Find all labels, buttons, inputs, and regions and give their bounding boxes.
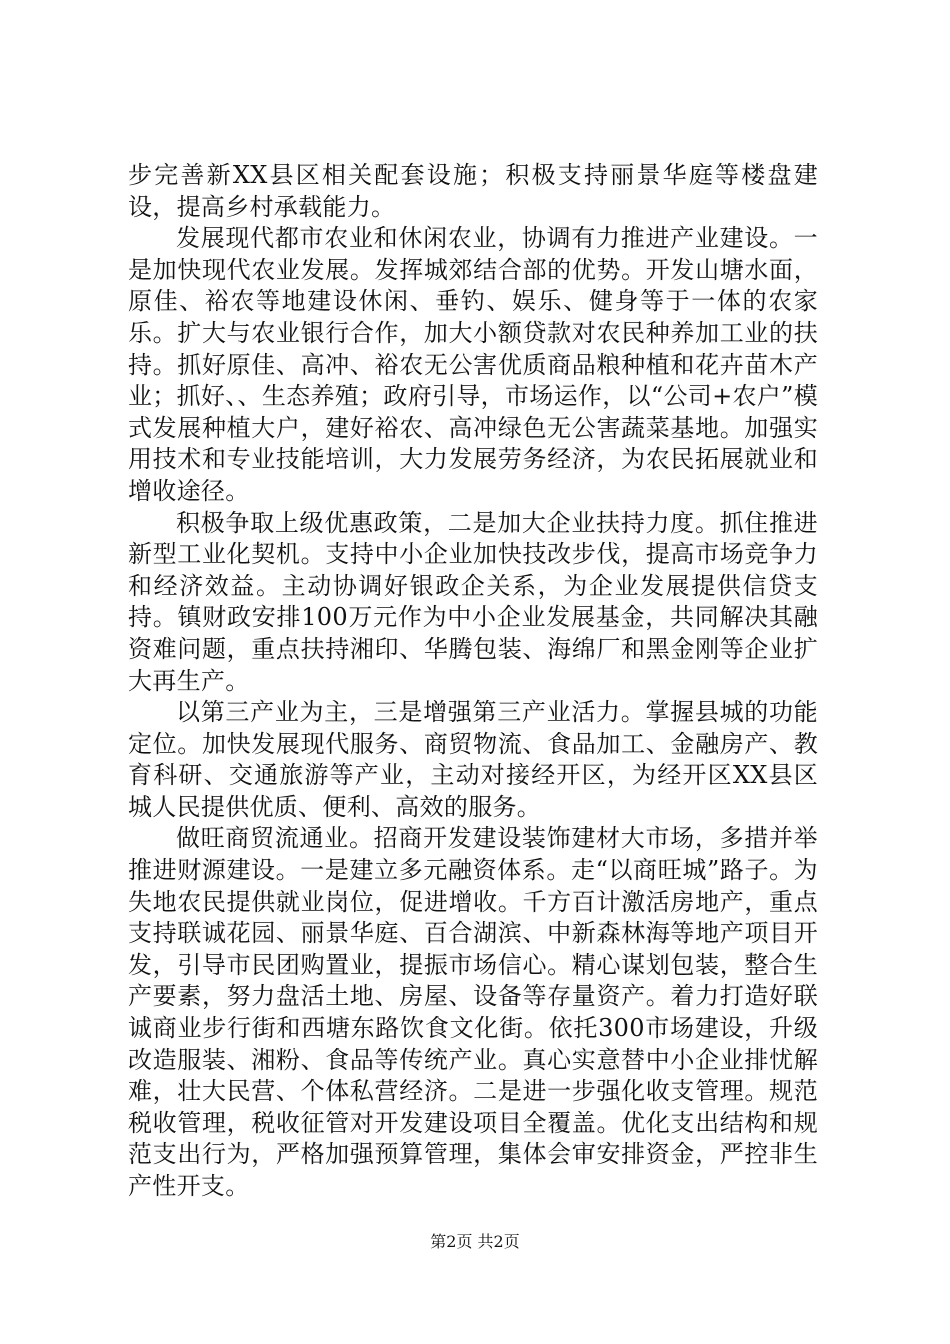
paragraph-agriculture: 发展现代都市农业和休闲农业，协调有力推进产业建设。一是加快现代农业发展。发挥城郊结合部的优势。开发山塘水面，原佳、裕农等地建设休闲、垂钓、娱乐、健身等于一体的农家乐。扩大与农业银行合作，加大小额贷款对农民种养加工业的扶持。抓好原佳、高冲、裕农无公害优质商品粮种植和花卉苗木产业；抓好、、生态养殖；政府引导，市场运作，以“公司+农户”模式发展种植大户，建好裕农、高冲绿色无公害蔬菜基地。加强实用技术和专业技能培训，大力发展劳务经济，为农民拓展就业和增收途径。: [128, 224, 818, 505]
paragraph-tertiary-industry: 以第三产业为主，三是增强第三产业活力。掌握县城的功能定位。加快发展现代服务、商贸物流、食品加工、金融房产、教育科研、交通旅游等产业，主动对接经开区，为经开区XX县区城人民提供优质、便利、高效的服务。: [128, 698, 818, 821]
document-body: [128, 160, 818, 1203]
paragraph-continuation: 步完善新XX县区相关配套设施；积极支持丽景华庭等楼盘建设，提高乡村承载能力。: [128, 161, 818, 221]
paragraph-enterprise-support: 积极争取上级优惠政策，二是加大企业扶持力度。抓住推进新型工业化契机。支持中小企业加快技改步伐，提高市场竞争力和经济效益。主动协调好银政企关系，为企业发展提供信贷支持。镇财政安排100万元作为中小企业发展基金，共同解决其融资难问题，重点扶持湘印、华腾包装、海绵厂和黑金刚等企业扩大再生产。: [128, 508, 818, 695]
page-footer: 第2页 共2页: [430, 1232, 520, 1251]
paragraph-commerce-finance: 做旺商贸流通业。招商开发建设装饰建材大市场，多措并举推进财源建设。一是建立多元融资体系。走“以商旺城”路子。为失地农民提供就业岗位，促进增收。千方百计激活房地产，重点支持联诚花园、丽景华庭、百合湖滨、中新森林海等地产项目开发，引导市民团购置业，提振市场信心。精心谋划包装，整合生产要素，努力盘活土地、房屋、设备等存量资产。着力打造好联诚商业步行街和西塘东路饮食文化街。依托300市场建设，升级改造服装、湘粉、食品等传统产业。真心实意替中小企业排忧解难，壮大民营、个体私营经济。二是进一步强化收支管理。规范税收管理，税收征管对开发建设项目全覆盖。优化支出结构和规范支出行为，严格加强预算管理，集体会审安排资金，严控非生产性开支。: [128, 824, 818, 1200]
